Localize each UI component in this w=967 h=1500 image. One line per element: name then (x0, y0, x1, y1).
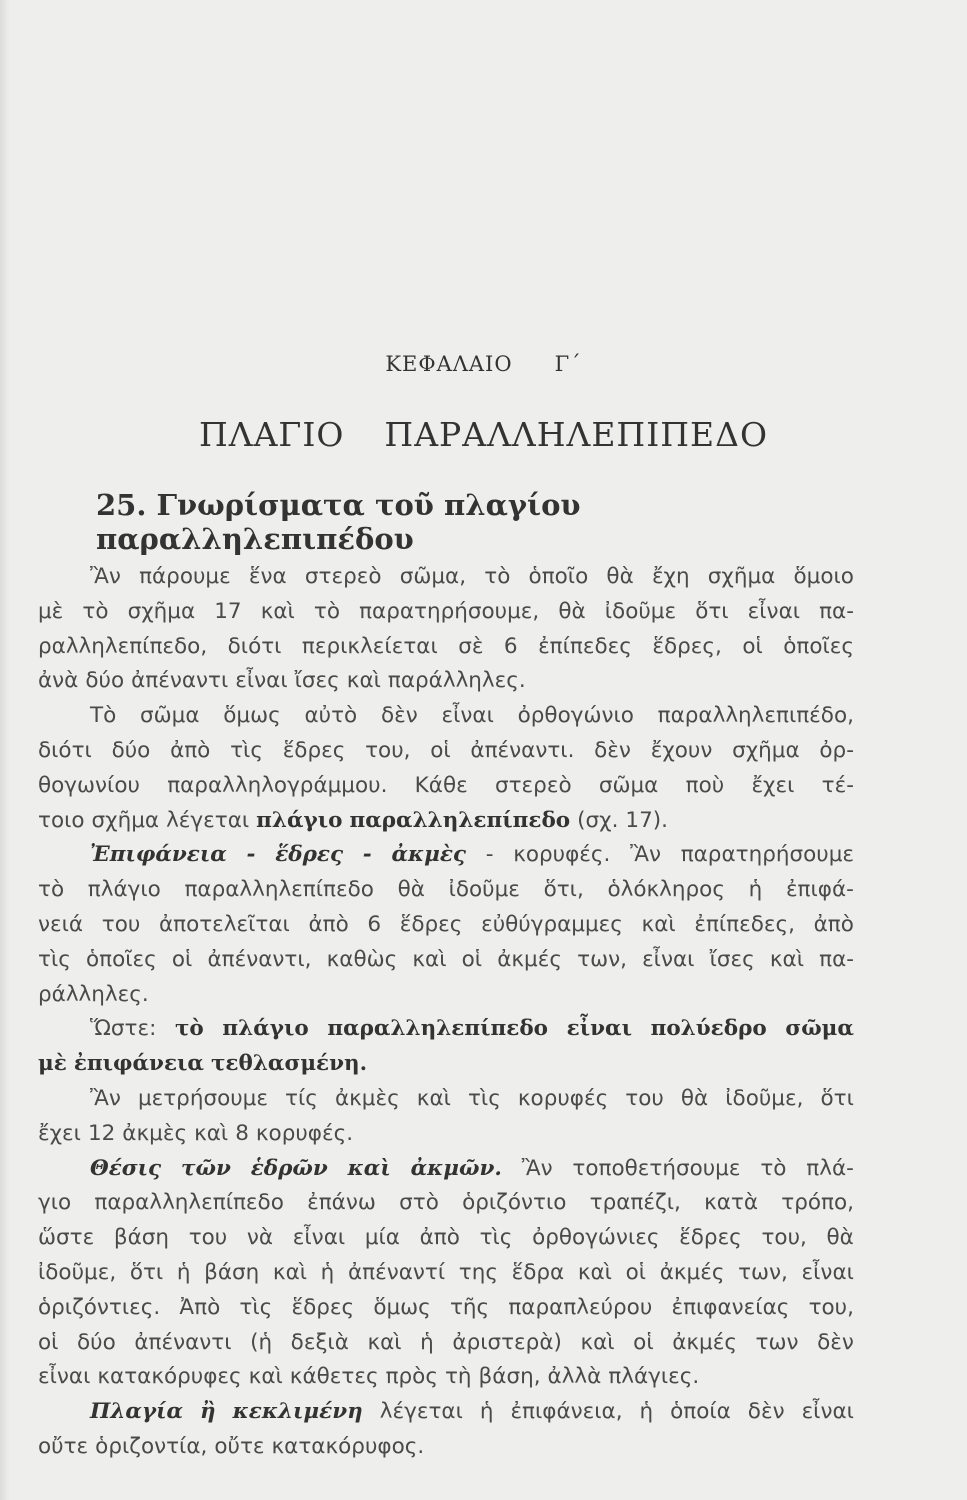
text-line (38, 908, 854, 943)
word: δὲν (380, 703, 418, 729)
word: οἱ (171, 946, 193, 972)
word: δύο (111, 737, 151, 763)
word: παρατηρήσουμε, (359, 598, 540, 624)
word: καθὼς (326, 946, 398, 972)
word: - (485, 842, 494, 868)
word: ἀπέναντί (347, 1259, 446, 1285)
word: ἐπιφά- (785, 877, 854, 903)
word: στὸ (399, 1190, 439, 1216)
word: ποὺ (685, 772, 725, 798)
word: ὀρ- (819, 737, 854, 763)
word: ἀκμές (672, 1329, 737, 1355)
word: καὶ (260, 598, 295, 624)
word: πα- (819, 598, 854, 624)
page-title (0, 415, 967, 454)
word: ἰδοῦμε (604, 598, 677, 624)
word: ἡ (176, 1259, 191, 1285)
word: διότι (227, 633, 282, 659)
page-edge-shadow (0, 0, 10, 1500)
text-line (38, 1430, 854, 1465)
word: καὶ (416, 1085, 451, 1111)
word: τῆς (449, 1294, 490, 1320)
text-line (38, 978, 854, 1013)
word: μὲ (38, 1051, 67, 1077)
word: ἀπὸ (813, 911, 854, 937)
word: 8 (235, 1120, 249, 1146)
word: ἐπιφανείας (671, 1294, 790, 1320)
word: τέ- (821, 772, 854, 798)
word: ἰδοῦμε (448, 877, 520, 903)
word: κατακόρυφος. (271, 1433, 425, 1459)
word: κεκλιμένη (232, 1399, 363, 1425)
word: Θέσις (90, 1155, 162, 1181)
text-line (38, 804, 854, 839)
word: καὶ (580, 1329, 615, 1355)
word: του, (761, 1225, 807, 1251)
word: ἀπέναντι, (207, 946, 312, 972)
word: ἡ (639, 1399, 654, 1425)
word: ἀκμὲς (334, 1085, 400, 1111)
word: θογωνίου (38, 772, 140, 798)
word: ἕδρα (511, 1259, 565, 1285)
word: μία (364, 1225, 400, 1251)
word: ἀκμῶν. (410, 1155, 502, 1181)
word: - (362, 842, 372, 868)
word: δεξιὰ (290, 1329, 349, 1355)
word: ὁριζοντία, (95, 1433, 208, 1459)
word: πάρουμε (139, 564, 231, 589)
word: εἶναι (801, 1259, 854, 1285)
word: ἐπάνω (307, 1190, 376, 1216)
word: ἀκμὲς (122, 1120, 188, 1146)
text-line (38, 630, 854, 665)
text-line (38, 1117, 854, 1152)
word: ὅμως (373, 1294, 431, 1320)
word: ἰδοῦμε, (38, 1259, 117, 1285)
word: τὴ (444, 1364, 472, 1390)
word: ὁλόκληρος (607, 877, 725, 903)
word: καὶ (248, 1364, 283, 1390)
word: ὁριζόντιες. (38, 1294, 161, 1320)
word: τὸ (313, 598, 341, 624)
word: παραπλεύρου (508, 1294, 653, 1320)
word: οὔτε (214, 1433, 265, 1459)
word: σχῆμα (127, 598, 196, 624)
word: λέγεται (379, 1399, 463, 1425)
text-line (38, 664, 854, 699)
word: εἶναι (566, 1016, 632, 1042)
word: παραλληλεπίπεδο (349, 807, 571, 833)
text-line (38, 873, 854, 908)
word: ὅτι (695, 598, 729, 624)
word: διότι (38, 737, 92, 763)
word: ὀρθογώνιο (517, 703, 634, 729)
word: Κάθε (414, 772, 468, 798)
word: περικλείεται (301, 633, 438, 659)
word: δὲν (747, 1399, 785, 1425)
word: καὶ (412, 946, 447, 972)
word: Ἂν (90, 1085, 121, 1111)
word: νειά (38, 911, 84, 937)
word: πολύεδρο (650, 1016, 767, 1042)
word: ἀκμές (497, 946, 562, 972)
word: των (755, 1329, 799, 1355)
word: του, (808, 1294, 854, 1320)
word: ἐπιφάνεια (73, 1051, 204, 1077)
word: ἐπίπεδες, (694, 911, 795, 937)
word: τὶς (38, 946, 71, 972)
word: - (246, 842, 256, 868)
word: ἀνὰ (38, 668, 79, 694)
word: θὰ (397, 877, 425, 903)
word: ἡ (420, 1329, 434, 1355)
word: ἀκμές (659, 1259, 725, 1285)
word: Ἐπιφάνεια (90, 842, 227, 868)
word: τὶς (467, 1085, 501, 1111)
word: ὁριζόντιο (462, 1190, 567, 1216)
word: ὁποῖες (85, 946, 157, 972)
word: τρόπο, (781, 1190, 854, 1216)
word: πλάγιο (222, 1016, 309, 1042)
word: καὶ (347, 1155, 391, 1181)
word: οἱ (633, 1329, 654, 1355)
word: ἀκμὲς (391, 842, 466, 868)
word: ἴσες (709, 946, 755, 972)
word: (σχ. (577, 807, 619, 833)
word: ἔχει (38, 1120, 81, 1146)
word: κορυφές. (255, 1120, 354, 1146)
word: Πλαγία (90, 1399, 184, 1425)
word: τὸ (484, 564, 511, 589)
word: παραλληλογράμμου. (167, 772, 388, 798)
word: ἀπέναντι. (470, 737, 575, 763)
word: καὶ (769, 946, 804, 972)
text-line (38, 943, 854, 978)
word: σὲ (458, 633, 484, 659)
word: γιο (38, 1190, 72, 1216)
text-line (38, 1256, 854, 1291)
word: 17). (625, 807, 669, 833)
word: εἶναι (235, 668, 288, 694)
word: πλάγιο (87, 877, 161, 903)
word: του (101, 911, 141, 937)
text-line (38, 595, 854, 630)
word: ἡ (479, 1399, 494, 1425)
word: τὸ (760, 1155, 787, 1181)
word: ἀλλὰ (547, 1364, 602, 1390)
chapter-label: ΚΕΦΑΛΑΙΟ (385, 352, 513, 376)
word: θὰ (558, 598, 586, 624)
word: ὅτι (129, 1259, 164, 1285)
word: αὐτὸ (304, 703, 358, 729)
word: ὁποῖες (783, 633, 854, 659)
word: καὶ (272, 1259, 308, 1285)
word: ἡ (748, 877, 763, 903)
word: δύο (77, 1329, 116, 1355)
word: σῶμα, (399, 564, 467, 589)
word: τὸ (38, 877, 65, 903)
word: σῶμα (598, 772, 659, 798)
text-line (38, 1360, 854, 1395)
word: των, (738, 1259, 788, 1285)
body-text (38, 560, 854, 1465)
word: ἀπὸ (308, 911, 349, 937)
word: ἔχη (651, 564, 690, 589)
word: ὀρθογώνιες (532, 1225, 660, 1251)
word: παραλληλεπίπεδο (184, 877, 374, 903)
word: (ἡ (250, 1329, 273, 1355)
word: εἶναι (642, 946, 695, 972)
word: ράλληλες. (38, 981, 149, 1007)
word: νὰ (246, 1225, 274, 1251)
chapter-number: Γ΄ (554, 352, 582, 376)
word: κάθετες (289, 1364, 379, 1390)
word: σῶμα (140, 703, 200, 729)
word: ἐπίπεδες (538, 633, 632, 659)
text-line (38, 699, 854, 734)
word: εἶναι (292, 1225, 346, 1251)
word: παρατηρήσουμε (680, 842, 854, 868)
word: τὶς (239, 1294, 273, 1320)
word: πρὸς (385, 1364, 438, 1390)
word: κατὰ (704, 1190, 759, 1216)
section-title: Γνωρίσματα τοῦ πλαγίου παραλληλεπιπέδου (96, 488, 581, 556)
text-line (38, 838, 854, 873)
word: καὶ (367, 1329, 402, 1355)
word: εἶναι (801, 1399, 854, 1425)
word: πλά- (806, 1155, 854, 1181)
word: Ἂν (630, 842, 661, 868)
word: τοποθετήσουμε (572, 1155, 741, 1181)
word: καὶ (577, 1259, 612, 1285)
word: σχῆμα (707, 564, 776, 589)
word: του (625, 1085, 664, 1111)
word: δύο (85, 668, 125, 694)
section-heading (96, 488, 856, 556)
word: τῶν (181, 1155, 231, 1181)
word: ἰδοῦμε, (725, 1085, 804, 1111)
word: ὅμως (223, 703, 281, 729)
word: κορυφές (517, 1085, 609, 1111)
word: στερεὸ (494, 772, 572, 798)
word: κατακόρυφες (97, 1364, 242, 1390)
word: τὶς (230, 737, 263, 763)
word: οὔτε (38, 1433, 89, 1459)
word: εἶναι (441, 703, 494, 729)
word: τεθλασμένη. (210, 1051, 368, 1077)
text-line (38, 1186, 854, 1221)
word: των, (577, 946, 627, 972)
word: ἐπιφάνεια, (510, 1399, 623, 1425)
text-line (38, 560, 854, 595)
word: πλάγιο (256, 807, 343, 833)
text-line (38, 1291, 854, 1326)
word: ἕνα (248, 564, 287, 589)
word: οἱ (625, 1259, 647, 1285)
word: ἕδρες (275, 842, 344, 868)
section-number: 25. (96, 488, 147, 522)
text-line (38, 769, 854, 804)
word: ραλληλεπίπεδο, (38, 633, 208, 659)
word: καὶ (641, 911, 676, 937)
word: παράλληλες. (387, 668, 526, 694)
word: Ὥστε: (90, 1016, 157, 1042)
word: τραπέζι, (589, 1190, 681, 1216)
text-line (38, 1395, 854, 1430)
word: ἀπέναντι (134, 1329, 232, 1355)
word: καὶ (346, 668, 381, 694)
word: σχῆμα (91, 807, 160, 833)
word: βάση (204, 1259, 260, 1285)
word: σχῆμα (732, 737, 800, 763)
word: ἀπὸ (419, 1225, 460, 1251)
word: εὐθύγραμμες (481, 911, 623, 937)
text-line (38, 1221, 854, 1256)
word: μετρήσουμε (137, 1085, 268, 1111)
word: ἢ (200, 1399, 216, 1425)
word: ὥστε (38, 1225, 95, 1251)
text-line (38, 1152, 854, 1187)
word: τίς (285, 1085, 318, 1111)
word: 6 (503, 633, 518, 659)
word: Τὸ (90, 703, 117, 729)
word: ἕδρες (399, 911, 463, 937)
word: παραλληλεπίπεδο (94, 1190, 284, 1216)
word: εἶναι (747, 598, 801, 624)
word: 12 (87, 1120, 116, 1146)
word: πα- (819, 946, 854, 972)
word: ἀπὸ (170, 737, 211, 763)
word: ἕδρες (282, 737, 346, 763)
word: καὶ (194, 1120, 229, 1146)
word: πλάγιες. (608, 1364, 700, 1390)
word: της (458, 1259, 498, 1285)
word: ἕδρες, (652, 633, 722, 659)
word: ἀποτελεῖται (158, 911, 290, 937)
word: θὰ (680, 1085, 709, 1111)
word: 17 (214, 598, 242, 624)
word: Ἂν (90, 564, 121, 589)
word: ἔχουν (650, 737, 713, 763)
word: σῶμα (785, 1016, 854, 1042)
word: τὸ (82, 598, 109, 624)
word: οἱ (461, 946, 483, 972)
word: του, (365, 737, 411, 763)
word: Ἂν (521, 1155, 553, 1181)
word: ἀπέναντι (131, 668, 229, 694)
word: ἔχει (751, 772, 795, 798)
word: τὶς (479, 1225, 513, 1251)
word: κορυφές. (513, 842, 611, 868)
text-line (38, 1047, 854, 1082)
word: ἕδρες (291, 1294, 355, 1320)
word: του (188, 1225, 228, 1251)
word: ὁποία (670, 1399, 731, 1425)
word: οἱ (38, 1329, 59, 1355)
word: θὰ (606, 564, 634, 589)
word: ἡ (320, 1259, 335, 1285)
word: ἕδρες (679, 1225, 742, 1251)
word: βάση (113, 1225, 170, 1251)
word: παραλληλεπιπέδο, (657, 703, 854, 729)
word: δὲν (594, 737, 631, 763)
word: δὲν (817, 1329, 854, 1355)
text-line (38, 1012, 854, 1047)
word: ἀριστερὰ) (452, 1329, 562, 1355)
word: 6 (367, 911, 382, 937)
text-line (38, 1082, 854, 1117)
word: οἱ (430, 737, 451, 763)
word: στερεὸ (304, 564, 382, 589)
word: ἑδρῶν (250, 1155, 328, 1181)
word: λέγεται (166, 807, 250, 833)
word: βάση, (478, 1364, 541, 1390)
word: θὰ (826, 1225, 854, 1251)
word: ὁποῖο (528, 564, 589, 589)
chapter-heading (0, 352, 967, 376)
text-line (38, 1326, 854, 1361)
title-word-1: ΠΛΑΓΙΟ (198, 415, 345, 454)
word: ἴσες (294, 668, 340, 694)
word: εἶναι (38, 1364, 91, 1390)
word: Ἀπὸ (179, 1294, 221, 1320)
word: τοιο (38, 807, 85, 833)
word: τὸ (174, 1016, 204, 1042)
word: ὅτι, (543, 877, 584, 903)
text-line (38, 734, 854, 769)
word: μὲ (38, 598, 64, 624)
word: ὅτι (820, 1085, 854, 1111)
word: παραλληλεπίπεδο (327, 1016, 549, 1042)
word: οἱ (742, 633, 763, 659)
word: ὅμοιο (793, 564, 854, 589)
title-word-2: ΠΑΡΑΛΛΗΛΕΠΙΠΕΔΟ (384, 415, 768, 454)
